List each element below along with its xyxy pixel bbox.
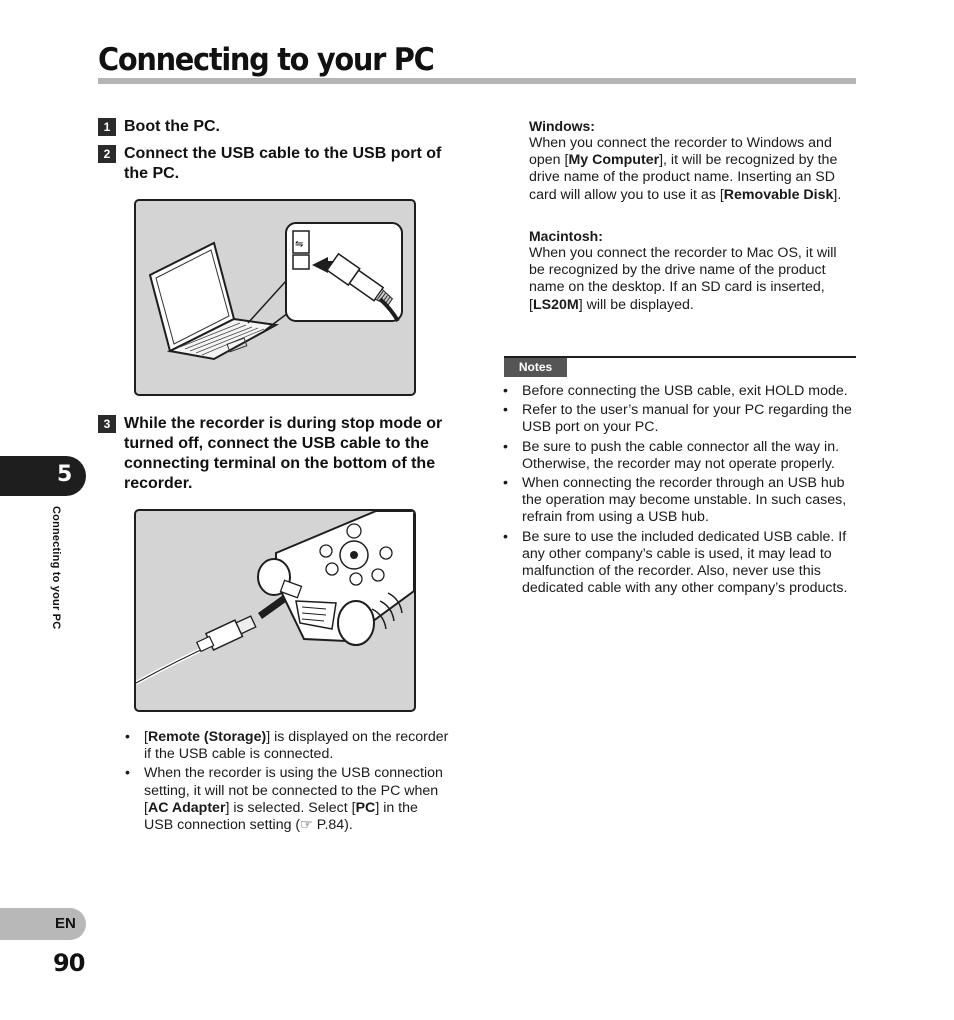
chapter-tab: [0, 456, 86, 496]
list-item: • Be sure to use the included dedicated USB cable. If any other company’s cable is used, it may lead to malfunction of the recorder. Also, never use this dedicated cable with any other company’s products.: [503, 528, 848, 597]
notes-label: Notes: [504, 358, 567, 377]
list-item: • Refer to the user’s manual for your PC regarding the USB port on your PC.: [503, 402, 852, 436]
language-label: EN: [55, 915, 76, 932]
list-item: • [Remote (Storage)] is displayed on the recorder if the USB cable is connected.: [125, 729, 449, 763]
step-2-number: 2: [98, 145, 116, 163]
bullet-marker: •: [125, 729, 130, 745]
step-1-number: 1: [98, 118, 116, 136]
step-3-number: 3: [98, 415, 116, 433]
list-item: • When connecting the recorder through an USB hub the operation may become unstable. In such cases, refrain from using a USB hub.: [503, 475, 847, 526]
windows-heading: Windows:: [529, 118, 595, 134]
title-rule: [98, 78, 856, 84]
notes-list: [503, 383, 856, 599]
recorder-usb-illustration: [134, 509, 416, 712]
chapter-label: Connecting to your PC: [50, 506, 62, 630]
windows-body: When you connect the recorder to Windows and open [My Computer], it will be recognized by the drive name of the product name. Inserting an SD card will allow you to use it as [Removable Disk].: [529, 135, 842, 203]
page-title: Connecting to your PC: [98, 42, 434, 78]
list-item: • Be sure to push the cable connector all the way in. Otherwise, the recorder may not operate properly.: [503, 438, 840, 472]
macintosh-heading: Macintosh:: [529, 228, 603, 244]
step-1-text: Boot the PC.: [124, 118, 220, 135]
bullet-marker: •: [125, 765, 130, 782]
chapter-number: 5: [57, 462, 73, 487]
svg-text:⇋: ⇋: [295, 239, 304, 250]
macintosh-body: When you connect the recorder to Mac OS, it will be recognized by the drive name of the product name on the desktop. If an SD card is inserted, [LS20M] will be displayed.: [529, 245, 837, 313]
list-item: • When the recorder is using the USB connection setting, it will not be connected to the PC when [AC Adapter] is selected. Select [PC] in the USB connection setting (☞ P.84).: [125, 765, 443, 834]
usb-info-list: [125, 729, 449, 836]
list-item: • Before connecting the USB cable, exit HOLD mode.: [503, 383, 848, 399]
page-number: 90: [53, 949, 85, 977]
laptop-usb-illustration: [134, 199, 416, 396]
step-3-text: While the recorder is during stop mode or turned off, connect the USB cable to the connecting terminal on the bottom of the recorder.: [124, 415, 443, 492]
step-2-text: Connect the USB cable to the USB port of the PC.: [124, 145, 442, 182]
